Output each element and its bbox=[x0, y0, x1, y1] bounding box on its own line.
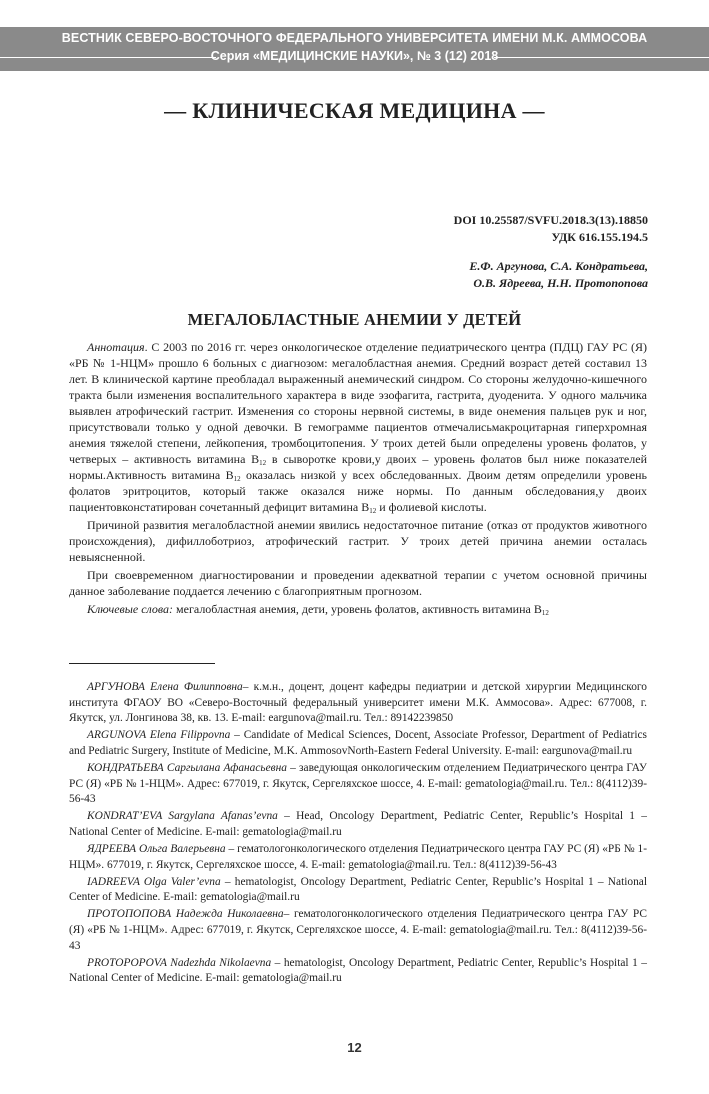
section-title: — КЛИНИЧЕСКАЯ МЕДИЦИНА — bbox=[164, 98, 545, 123]
author-note bbox=[69, 907, 647, 954]
author-info: – заведующая онкологическим отделением Педиатрического центра ГАУ РС (Я) «РБ № 1-НЦМ». Адрес: 677019, г. Якутск, Сергеляхское шоссе, 4. E-mail: gematologia@mail.ru. Тел.: 8(4112)39-56-43 bbox=[69, 761, 647, 806]
article-body bbox=[69, 339, 647, 619]
author-name: ARGUNOVA Elena Filippovna bbox=[87, 729, 231, 742]
subscript: 12 bbox=[541, 609, 549, 617]
author-notes bbox=[69, 680, 647, 988]
author-info: – к.м.н., доцент, доцент кафедры педиатрии и детской хирургии Медицинского института ФГАОУ ВО «Северо-Восточный федеральный университет имени М.К. Аммосова». Адрес: 677008, г. Якутск, ул. Лонгинова 38, кв. 13. E-mail: eargunova@mail.ru. Тел.: 89142239850 bbox=[69, 681, 647, 725]
page-number: 12 bbox=[347, 1040, 362, 1055]
author-note bbox=[69, 809, 647, 840]
author-name: KONDRAT’EVA Sargylana Afanas’evna bbox=[87, 810, 278, 823]
keywords-text: мегалобластная анемия, дети, уровень фолатов, активность витамина B bbox=[173, 602, 542, 616]
keywords bbox=[69, 601, 647, 617]
abstract-text-4: и фолиевой кислоты. bbox=[376, 500, 487, 514]
authors-line-2: О.В. Ядреева, Н.Н. Протопопова bbox=[473, 276, 648, 290]
author-name: ЯДРЕЕВА Ольга Валерьевна bbox=[87, 842, 226, 855]
subscript: 12 bbox=[369, 507, 377, 515]
journal-series: Серия «МЕДИЦИНСКИЕ НАУКИ», № 3 (12) 2018 bbox=[210, 49, 499, 63]
journal-header bbox=[0, 27, 709, 71]
author-name: АРГУНОВА Елена Филипповна bbox=[87, 681, 243, 693]
header-rule-right bbox=[494, 57, 709, 58]
abstract-text-2: в сыворотке крови,у двоих – уровень фолатов был ниже показателей нормы.Активность витамина B bbox=[69, 452, 647, 482]
authors-line-1: Е.Ф. Аргунова, С.А. Кондратьева, bbox=[469, 259, 648, 273]
subscript: 12 bbox=[233, 475, 241, 483]
doi: DOI 10.25587/SVFU.2018.3(13).18850 bbox=[453, 213, 648, 227]
author-name: ПРОТОПОПОВА Надежда Николаевна bbox=[87, 908, 284, 921]
author-note bbox=[69, 956, 647, 987]
keywords-label: Ключевые слова: bbox=[87, 602, 174, 616]
author-info: – гематологонкологического отделения Педиатрического центра ГАУ РС (Я) «РБ № 1-НЦМ». Адрес: 677019, г. Якутск, Сергеляхское шоссе, 4. E-mail: gematologia@mail.ru. Тел.: 8(4112)39-56-43 bbox=[69, 908, 647, 952]
footnote-divider bbox=[69, 663, 215, 664]
author-note bbox=[69, 842, 647, 873]
subscript: 12 bbox=[259, 459, 267, 467]
author-info: – Candidate of Medical Sciences, Docent, Associate Professor, Department of Pediatrics and Pediatric Surgery, Institute of Medicine, M.K. AmmosovNorth-Eastern Federal University. E-mail: eargunova@mail.ru bbox=[69, 729, 647, 757]
paragraph-prognosis: При своевременном диагностировании и проведении адекватной терапии с учетом основной причины данное заболевание поддается лечению с благоприятным прогнозом. bbox=[69, 568, 647, 598]
abstract bbox=[69, 339, 647, 515]
author-note bbox=[69, 680, 647, 727]
author-info: – Head, Oncology Department, Pediatric Center, Republic’s Hospital 1 – National Center of Medicine. E-mail: gematologia@mail.ru bbox=[69, 810, 647, 838]
author-note bbox=[69, 761, 647, 808]
journal-title: ВЕСТНИК СЕВЕРО-ВОСТОЧНОГО ФЕДЕРАЛЬНОГО УНИВЕРСИТЕТА ИМЕНИ М.К. АММОСОВА bbox=[61, 31, 648, 45]
author-note bbox=[69, 728, 647, 759]
author-info: – гематологонкологического отделения Педиатрического центра ГАУ РС (Я) «РБ № 1-НЦМ». 677019, г. Якутск, Сергеляхское шоссе, 4. E-mail: gematologia@mail.ru. Тел.: 8(4112)39-56-43 bbox=[69, 842, 647, 871]
article-title: МЕГАЛОБЛАСТНЫЕ АНЕМИИ У ДЕТЕЙ bbox=[187, 310, 522, 329]
author-info: – hematologist, Oncology Department, Pediatric Center, Republic’s Hospital 1 – National Center of Medicine. E-mail: gematologia@mail.ru bbox=[69, 956, 647, 985]
authors bbox=[469, 258, 648, 292]
paragraph-causes: Причиной развития мегалобластной анемии явились недостаточное питание (отказ от продуктов животного происхождения), дифиллоботриоз, атрофический гастрит. У троих детей причина анемии осталась невыясненной. bbox=[69, 518, 647, 564]
author-name: КОНДРАТЬЕВА Саргылана Афанасьевна bbox=[87, 761, 287, 774]
udk: УДК 616.155.194.5 bbox=[551, 230, 648, 244]
author-name: PROTOPOPOVA Nadezhda Nikolaevna bbox=[87, 956, 272, 969]
author-info: – hematologist, Oncology Department, Pediatric Center, Republic’s Hospital 1 – National Center of Medicine. E-mail: gematologia@mail.ru bbox=[69, 875, 648, 904]
author-name: IADREEVA Olga Valer’evna bbox=[87, 875, 221, 888]
abstract-text-3: оказалась низкой у всех обследованных. Двоим детям определили уровень фолатов эритроцитов, который также оказался ниже нормы. По данным обследования,у двоих пациентовконстатирован сочетанный дефицит витамина B bbox=[69, 468, 647, 514]
abstract-label: Аннотация bbox=[87, 340, 145, 354]
author-note bbox=[69, 875, 647, 906]
abstract-text-1: . С 2003 по 2016 гг. через онкологическое отделение педиатрического центра (ПДЦ) ГАУ РС (Я) «РБ № 1-НЦМ» прошло 6 больных с диагнозом: мегалобластная анемия. Средний возраст детей составил 13 лет. В клинической картине преобладал выраженный анемический синдром. Со стороны желудочно-кишечного тракта были изменения воспалительного характера в виде эзофагита, гастрита, дуоденита. У одного мальчика выявлен атрофический гастрит. Изменения со стороны нервной системы, в виде онемения пальцев рук и ног, присутствовали только у одной девочки. В гемограмме пациентов отмечалисьмакроцитарная гиперхромная анемия тяжелой степени, лейкопения, тромбоцитопения. У троих детей были определены уровень фолатов, у четверых – активность витамина B bbox=[69, 340, 647, 466]
